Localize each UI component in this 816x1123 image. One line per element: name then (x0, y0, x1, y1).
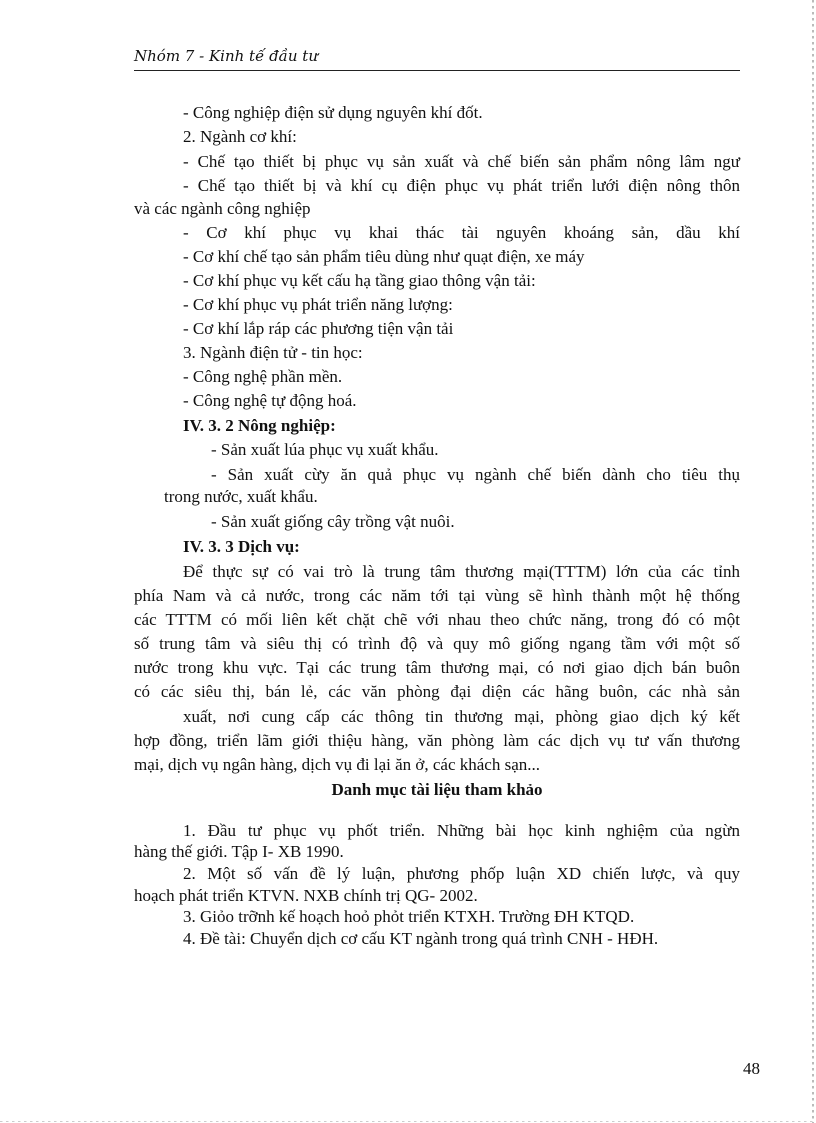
body-line: - Chế tạo thiết bị và khí cụ điện phục vụ phát triển lưới điện nông thôn (183, 176, 740, 195)
paragraph-line: phía Nam và cả nước, trong các năm tới tại vùng sẽ hình thành một hệ thống (134, 586, 740, 605)
list-item-continuation: trong nước, xuất khẩu. (164, 487, 318, 506)
reference-item: hoạch phát triển KTVN. NXB chính trị QG- 2002. (134, 886, 478, 905)
paragraph-line: Để thực sự có vai trò là trung tâm thương mại(TTTM) lớn của các tỉnh (183, 562, 740, 581)
page-edge-bottom (0, 1121, 816, 1122)
body-line: và các ngành công nghiệp (134, 199, 311, 218)
body-line: - Cơ khí chế tạo sản phẩm tiêu dùng như quạt điện, xe máy (183, 247, 585, 266)
body-line: - Cơ khí phục vụ phát triển năng lượng: (183, 295, 453, 314)
body-line: - Công nghệ phần mền. (183, 367, 343, 386)
page-header: Nhóm 7 - Kinh tế đầu tư (134, 47, 318, 65)
body-line: 2. Ngành cơ khí: (183, 127, 297, 146)
list-item: - Sản xuất giống cây trồng vật nuôi. (211, 512, 455, 531)
paragraph-line: hợp đồng, triển lãm giới thiệu hàng, văn phòng làm các dịch vụ tư vấn thương (134, 731, 740, 750)
body-line: - Cơ khí lắp ráp các phương tiện vận tải (183, 319, 454, 338)
reference-item: 2. Một số vấn đề lý luận, phương phốp luận XD chiến lược, và quy (183, 864, 740, 883)
reference-item: 1. Đầu tư phục vụ phốt triển. Những bài học kinh nghiệm của ngừn (183, 821, 740, 840)
paragraph-line: mại, dịch vụ ngân hàng, dịch vụ đi lại ăn ở, các khách sạn... (134, 755, 541, 774)
paragraph-line: nước trong khu vực. Tại các trung tâm thương mại, có nơi giao dịch bán buôn (134, 658, 740, 677)
body-line: - Chế tạo thiết bị phục vụ sản xuất và chế biến sản phẩm nông lâm ngư (183, 152, 740, 171)
reference-item: hàng thế giới. Tập I- XB 1990. (134, 842, 344, 861)
paragraph-line: xuất, nơi cung cấp các thông tin thương mại, phòng giao dịch ký kết (183, 707, 740, 726)
reference-item: 4. Đề tài: Chuyển dịch cơ cấu KT ngành trong quá trình CNH - HĐH. (183, 929, 659, 948)
header-divider (134, 70, 740, 71)
list-item: - Sản xuất lúa phục vụ xuất khẩu. (211, 440, 439, 459)
page-number: 48 (743, 1059, 760, 1078)
references-title: Danh mục tài liệu tham khảo (331, 780, 543, 799)
page-edge-right (812, 0, 814, 1123)
paragraph-line: có các siêu thị, bán lẻ, các văn phòng đại diện các hãng buôn, các nhà sản (134, 682, 740, 701)
section-heading-services: IV. 3. 3 Dịch vụ: (183, 537, 300, 556)
body-line: - Công nghiệp điện sử dụng nguyên khí đốt. (183, 103, 483, 122)
body-line: - Công nghệ tự động hoá. (183, 391, 357, 410)
body-line: - Cơ khí phục vụ khai thác tài nguyên khoáng sản, dầu khí (183, 223, 740, 242)
paragraph-line: các TTTM có mối liên kết chặt chẽ với nhau theo chức năng, trong đó có một (134, 610, 740, 629)
list-item: - Sản xuất cừy ăn quả phục vụ ngành chế biến dành cho tiêu thụ (211, 465, 740, 484)
body-line: 3. Ngành điện tử - tin học: (183, 343, 363, 362)
section-heading-agriculture: IV. 3. 2 Nông nghiệp: (183, 416, 336, 435)
reference-item: 3. Giỏo trỡnh kế hoạch hoỏ phỏt triển KTXH. Trường ĐH KTQD. (183, 907, 635, 926)
paragraph-line: số trung tâm và siêu thị có trình độ và quy mô giống ngang tầm với một số (134, 634, 740, 653)
body-line: - Cơ khí phục vụ kết cấu hạ tầng giao thông vận tải: (183, 271, 536, 290)
